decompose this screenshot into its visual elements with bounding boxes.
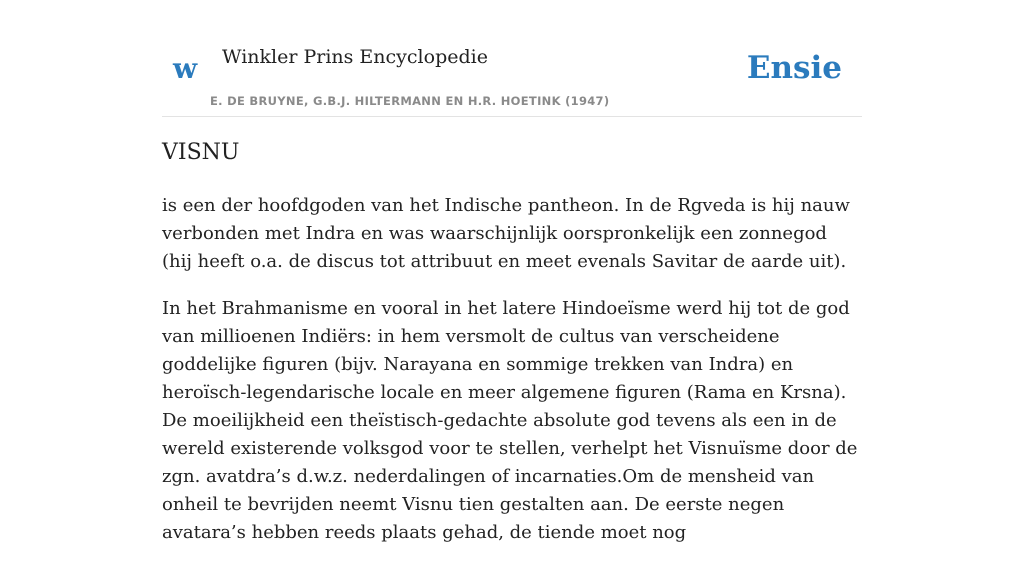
article-headword: VISNU <box>162 140 240 165</box>
ensie-logo-link[interactable]: Ensie <box>746 50 842 86</box>
article-paragraph: is een der hoofdgoden van het Indische pantheon. In de Rgveda is hij nauw verbonden met Indra en was waarschijnlijk oorspronkelijk een zonnegod (hij heeft o.a. de discus tot attribuut en meet evenals Savitar de aarde uit). <box>162 195 850 272</box>
site-header <box>162 0 862 117</box>
article-paragraph: In het Brahmanisme en vooral in het latere Hindoeïsme werd hij tot de god van millioenen Indiërs: in hem versmolt de cultus van verscheidene goddelijke figuren (bijv. Narayana en sommige trekken van Indra) en heroïsch-legendarische locale en meer algemene figuren (Rama en Krsna). De moeilijkheid een theïstisch-gedachte absolute god tevens als een in de wereld existerende volksgod voor te stellen, verhelpt het Visnuïsme door de zgn. avatdra’s d.w.z. nederdalingen of incarnaties.Om de mensheid van onheil te bevrijden neemt Visnu tien gestalten aan. De eerste negen avatara’s hebben reeds plaats gehad, de tiende moet nog <box>162 298 858 543</box>
publication-logo[interactable]: w <box>173 52 198 85</box>
publication-title[interactable]: Winkler Prins Encyclopedie <box>222 46 488 68</box>
publication-authors: E. DE BRUYNE, G.B.J. HILTERMANN EN H.R. HOETINK (1947) <box>210 94 610 108</box>
article-body <box>162 192 862 566</box>
